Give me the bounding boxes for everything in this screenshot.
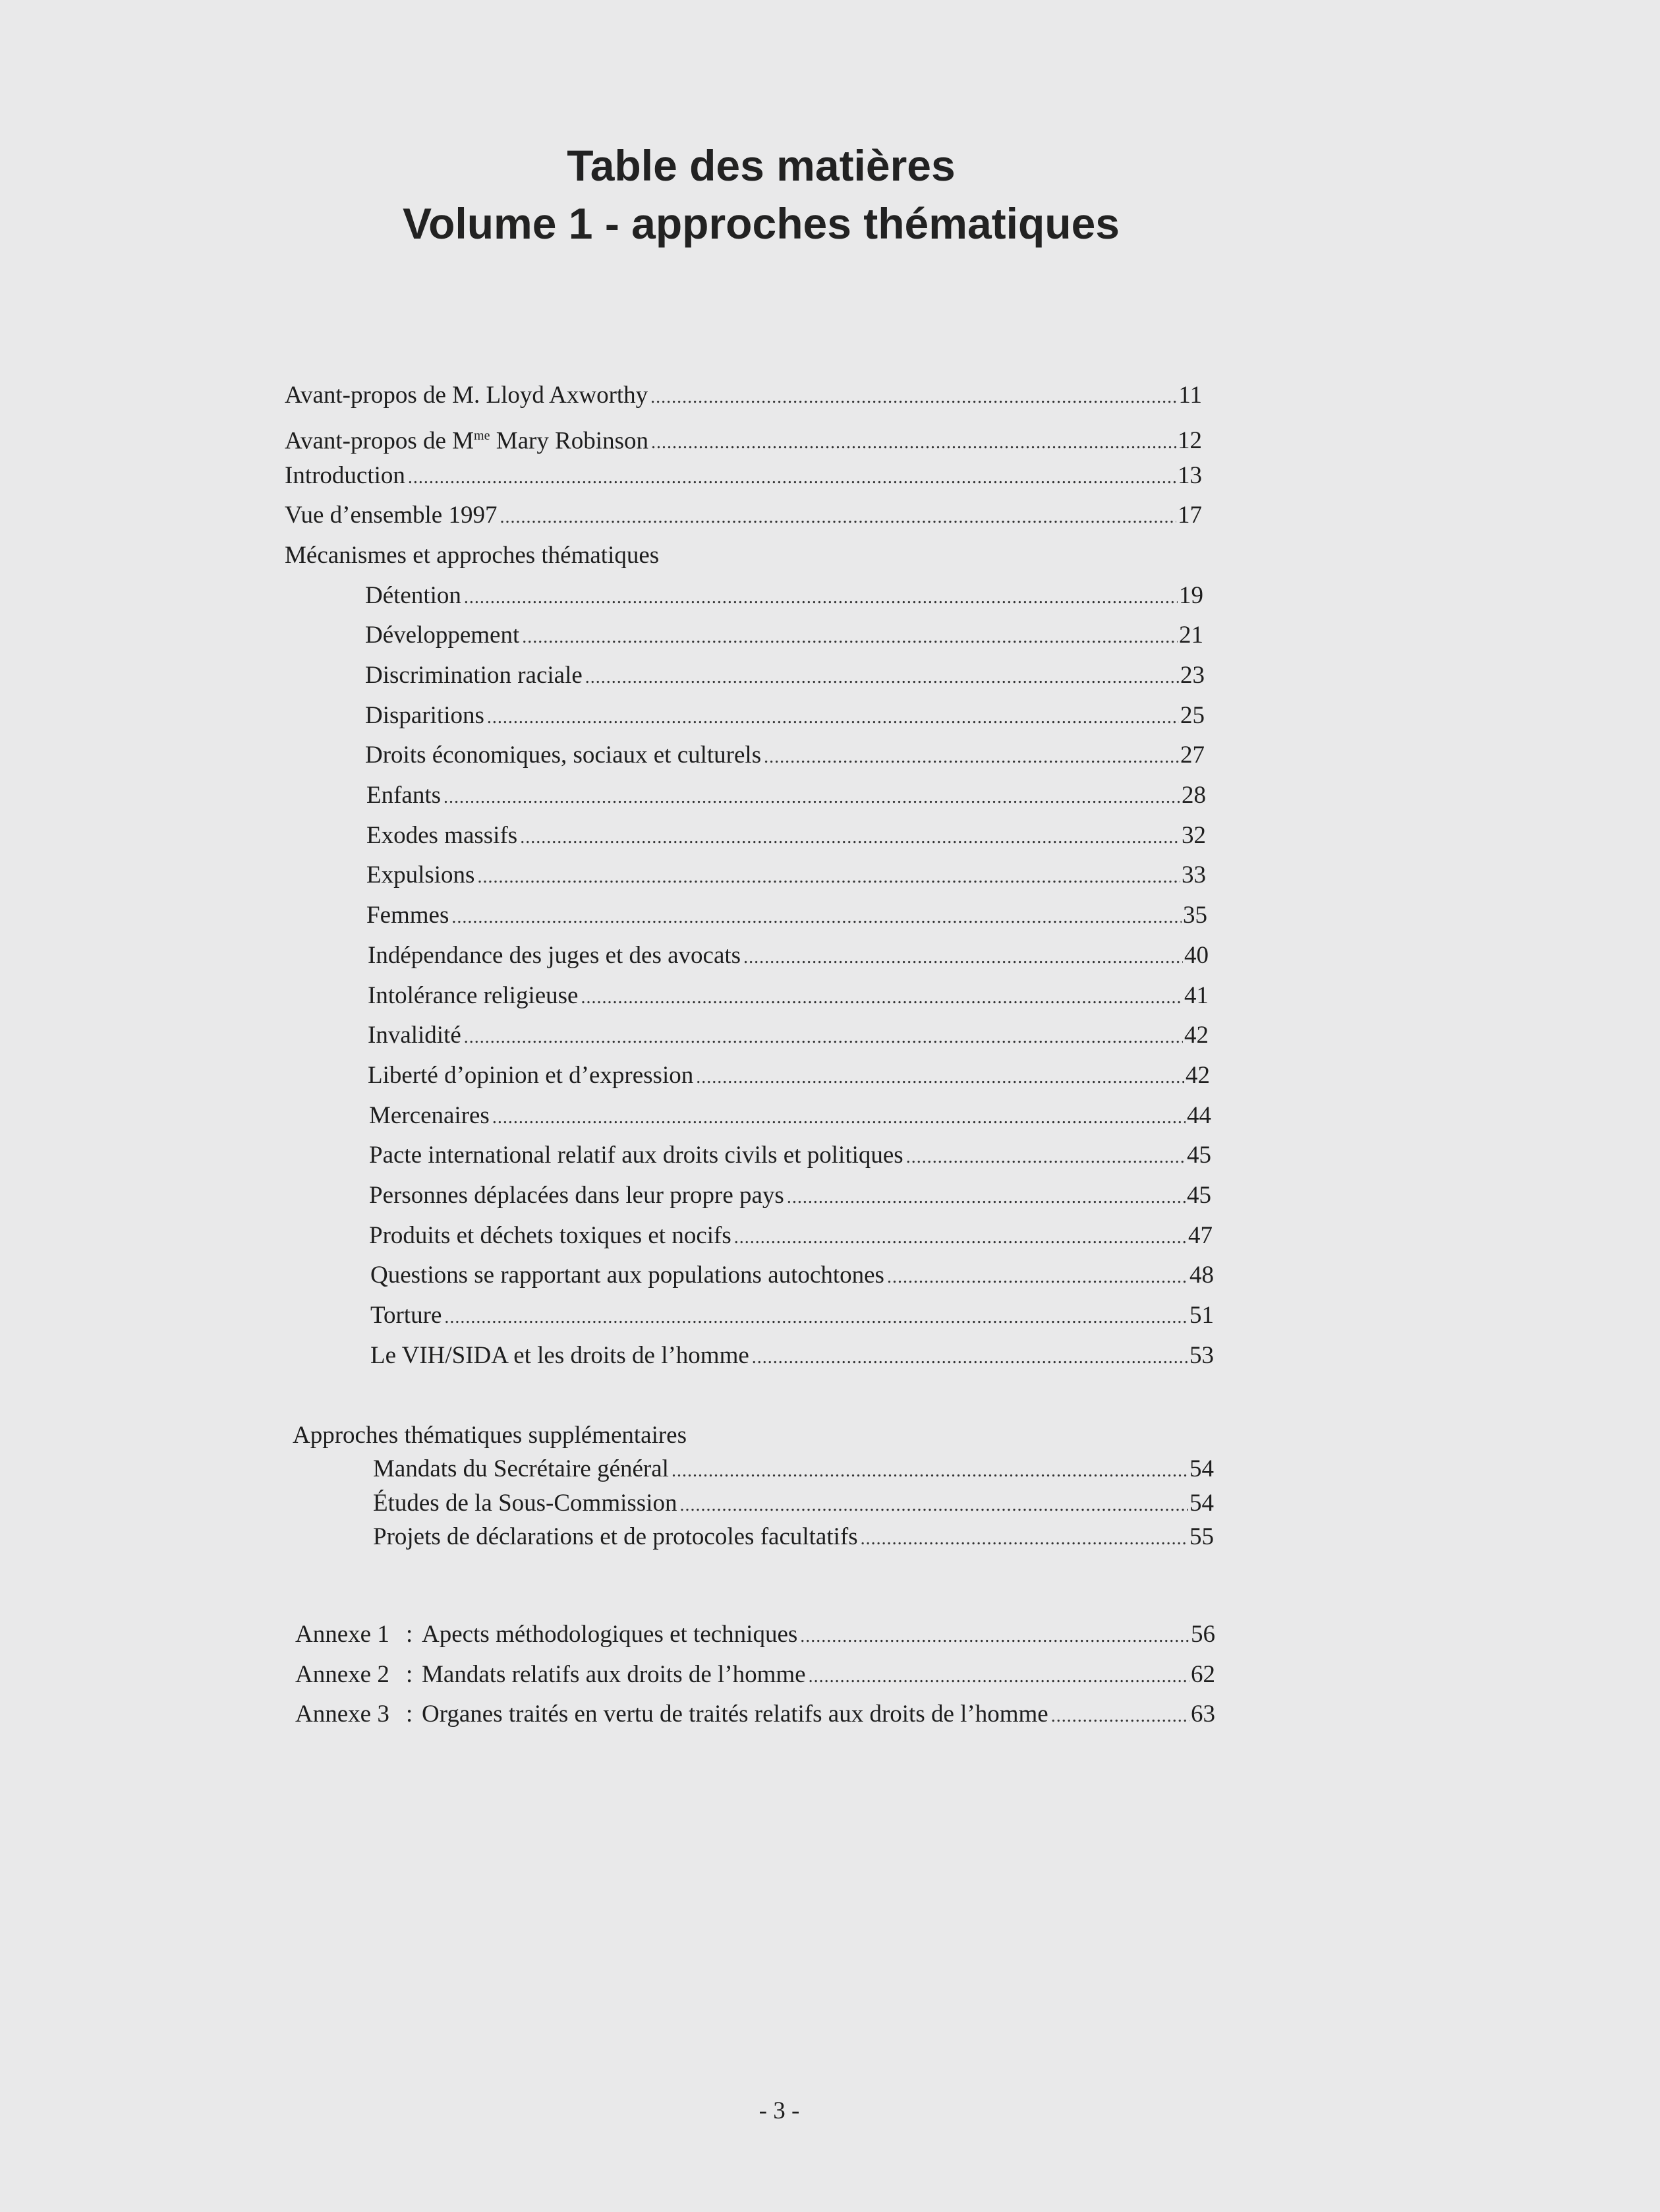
toc-entry[interactable]	[369, 1139, 1211, 1172]
toc-leader-dots	[734, 1221, 1187, 1254]
page-number: - 3 -	[758, 2097, 800, 2124]
toc-entry-page: 27	[1180, 742, 1205, 769]
toc-entry[interactable]	[369, 1099, 1211, 1132]
toc-leader-dots	[800, 1620, 1189, 1653]
toc-leader-dots	[500, 501, 1176, 534]
toc-entry-page: 62	[1191, 1661, 1215, 1688]
toc-entry-page: 44	[1187, 1102, 1211, 1129]
toc-leader-dots	[650, 381, 1177, 414]
toc-entry-label: Vue d’ensemble 1997	[285, 502, 498, 529]
toc-entry[interactable]	[373, 1453, 1214, 1486]
toc-leader-dots	[487, 701, 1179, 734]
toc-entry-label: Produits et déchets toxiques et nocifs	[369, 1222, 731, 1249]
page-title: Table des matières	[567, 141, 956, 190]
toc-entry-page: 56	[1191, 1621, 1215, 1648]
toc-leader-dots	[887, 1261, 1188, 1294]
toc-entry-label: Questions se rapportant aux populations autochtones	[370, 1262, 884, 1289]
section-heading-supplementary: Approches thématiques supplémentaires	[293, 1422, 687, 1449]
toc-entry-label: Introduction	[285, 462, 405, 489]
toc-entry-label: Annexe 1 : Apects méthodologiques et techniques	[295, 1621, 798, 1648]
toc-leader-dots	[444, 1301, 1188, 1334]
section-heading-mechanisms: Mécanismes et approches thématiques	[285, 542, 660, 569]
toc-entry[interactable]	[373, 1487, 1214, 1520]
toc-entry[interactable]	[365, 739, 1205, 772]
toc-entry[interactable]	[369, 1179, 1211, 1212]
toc-entry-page: 13	[1178, 462, 1202, 489]
toc-entry-label: Droits économiques, sociaux et culturels	[365, 742, 762, 769]
toc-entry-label: Invalidité	[368, 1022, 461, 1049]
toc-entry-page: 51	[1189, 1302, 1214, 1329]
toc-entry-page: 23	[1180, 662, 1205, 689]
toc-entry-page: 32	[1182, 822, 1206, 849]
toc-entry[interactable]	[366, 779, 1206, 812]
toc-entry-label: Femmes	[366, 902, 449, 929]
toc-entry-label: Mercenaires	[369, 1102, 490, 1129]
toc-entry-page: 48	[1189, 1262, 1214, 1289]
toc-entry-label: Liberté d’opinion et d’expression	[368, 1062, 694, 1089]
toc-leader-dots	[651, 426, 1176, 459]
toc-entry[interactable]	[285, 379, 1202, 412]
toc-leader-dots	[522, 621, 1178, 654]
toc-entry[interactable]	[368, 1059, 1210, 1092]
toc-entry-label: Torture	[370, 1302, 442, 1329]
toc-entry-label: Détention	[365, 582, 461, 609]
toc-entry-label: Indépendance des juges et des avocats	[368, 942, 741, 969]
toc-entry-page: 55	[1189, 1523, 1214, 1550]
toc-entry-page: 11	[1178, 382, 1202, 409]
toc-entry-page: 35	[1183, 902, 1207, 929]
toc-entry-page: 54	[1189, 1490, 1214, 1517]
toc-entry[interactable]	[366, 819, 1206, 852]
toc-leader-dots	[581, 981, 1183, 1014]
toc-entry[interactable]	[370, 1259, 1214, 1292]
toc-entry-page: 25	[1180, 702, 1205, 729]
toc-entry-label: Disparitions	[365, 702, 484, 729]
toc-entry[interactable]	[285, 419, 1202, 455]
toc-entry-page: 45	[1187, 1182, 1211, 1209]
toc-leader-dots	[679, 1489, 1188, 1522]
toc-leader-dots	[477, 861, 1180, 894]
toc-entry[interactable]	[365, 619, 1203, 652]
toc-entry[interactable]	[365, 659, 1205, 692]
toc-leader-dots	[585, 661, 1179, 694]
toc-entry[interactable]	[366, 899, 1207, 932]
toc-entry-label: Annexe 3 : Organes traités en vertu de traités relatifs aux droits de l’homme	[295, 1701, 1048, 1728]
toc-entry[interactable]	[285, 459, 1202, 492]
toc-entry-label: Expulsions	[366, 861, 475, 888]
toc-entry[interactable]	[368, 979, 1209, 1012]
toc-entry-page: 53	[1189, 1342, 1214, 1369]
toc-leader-dots	[861, 1523, 1188, 1556]
toc-entry-annex[interactable]	[295, 1618, 1215, 1651]
toc-entry-label: Mandats du Secrétaire général	[373, 1455, 669, 1482]
toc-entry-label: Le VIH/SIDA et les droits de l’homme	[370, 1342, 749, 1369]
toc-entry-page: 45	[1187, 1142, 1211, 1169]
toc-leader-dots	[492, 1101, 1186, 1134]
toc-entry[interactable]	[285, 499, 1202, 532]
toc-entry[interactable]	[373, 1521, 1214, 1554]
toc-entry-annex[interactable]	[295, 1698, 1215, 1731]
toc-entry-label: Discrimination raciale	[365, 662, 583, 689]
toc-entry-label: Pacte international relatif aux droits civils et politiques	[369, 1142, 903, 1169]
toc-entry-page: 12	[1178, 427, 1202, 455]
toc-entry-page: 19	[1179, 582, 1203, 609]
toc-entry-page: 42	[1184, 1022, 1209, 1049]
toc-leader-dots	[743, 941, 1183, 974]
toc-entry-label: Enfants	[366, 782, 442, 809]
toc-entry-page: 33	[1182, 861, 1206, 888]
toc-entry-page: 28	[1182, 782, 1206, 809]
toc-leader-dots	[464, 581, 1178, 614]
toc-entry-label: Annexe 2 : Mandats relatifs aux droits de l’homme	[295, 1661, 806, 1688]
toc-entry-label: Avant-propos de $M^{me}$ Mary Robinson	[285, 427, 648, 455]
toc-entry-page: 21	[1179, 622, 1203, 649]
toc-leader-dots	[696, 1061, 1184, 1094]
toc-leader-dots	[444, 781, 1180, 814]
toc-entry[interactable]	[368, 939, 1209, 972]
toc-leader-dots	[1051, 1700, 1189, 1733]
toc-entry-page: 41	[1184, 982, 1209, 1009]
toc-entry[interactable]	[369, 1219, 1213, 1252]
toc-entry-page: 42	[1186, 1062, 1210, 1089]
toc-entry-page: 54	[1189, 1455, 1214, 1482]
toc-entry-annex[interactable]	[295, 1658, 1215, 1691]
toc-entry-page: 47	[1188, 1222, 1213, 1249]
toc-entry-label: Avant-propos de M. Lloyd Axworthy	[285, 382, 648, 409]
toc-leader-dots	[809, 1660, 1189, 1693]
toc-leader-dots	[752, 1341, 1188, 1374]
toc-entry-label: Développement	[365, 622, 520, 649]
toc-entry-label: Intolérance religieuse	[368, 982, 579, 1009]
toc-leader-dots	[787, 1181, 1186, 1214]
toc-leader-dots	[408, 461, 1176, 494]
toc-entry-label: Exodes massifs	[366, 822, 518, 849]
toc-entry-label: Personnes déplacées dans leur propre pays	[369, 1182, 784, 1209]
toc-leader-dots	[764, 741, 1179, 774]
toc-entry[interactable]	[370, 1299, 1214, 1332]
toc-leader-dots	[464, 1021, 1183, 1054]
page-subtitle: Volume 1 - approches thématiques	[402, 199, 1120, 248]
toc-entry[interactable]	[366, 859, 1206, 892]
toc-leader-dots	[906, 1141, 1186, 1174]
toc-leader-dots	[672, 1455, 1188, 1488]
toc-entry-label: Études de la Sous-Commission	[373, 1490, 677, 1517]
toc-entry[interactable]	[365, 579, 1203, 612]
toc-entry[interactable]	[370, 1339, 1214, 1372]
toc-entry[interactable]	[365, 699, 1205, 732]
toc-entry[interactable]	[368, 1019, 1209, 1052]
toc-entry-label: Projets de déclarations et de protocoles facultatifs	[373, 1523, 858, 1550]
toc-entry-page: 40	[1184, 942, 1209, 969]
toc-leader-dots	[451, 901, 1182, 934]
toc-entry-page: 17	[1178, 502, 1202, 529]
toc-entry-page: 63	[1191, 1701, 1215, 1728]
toc-leader-dots	[520, 821, 1180, 854]
